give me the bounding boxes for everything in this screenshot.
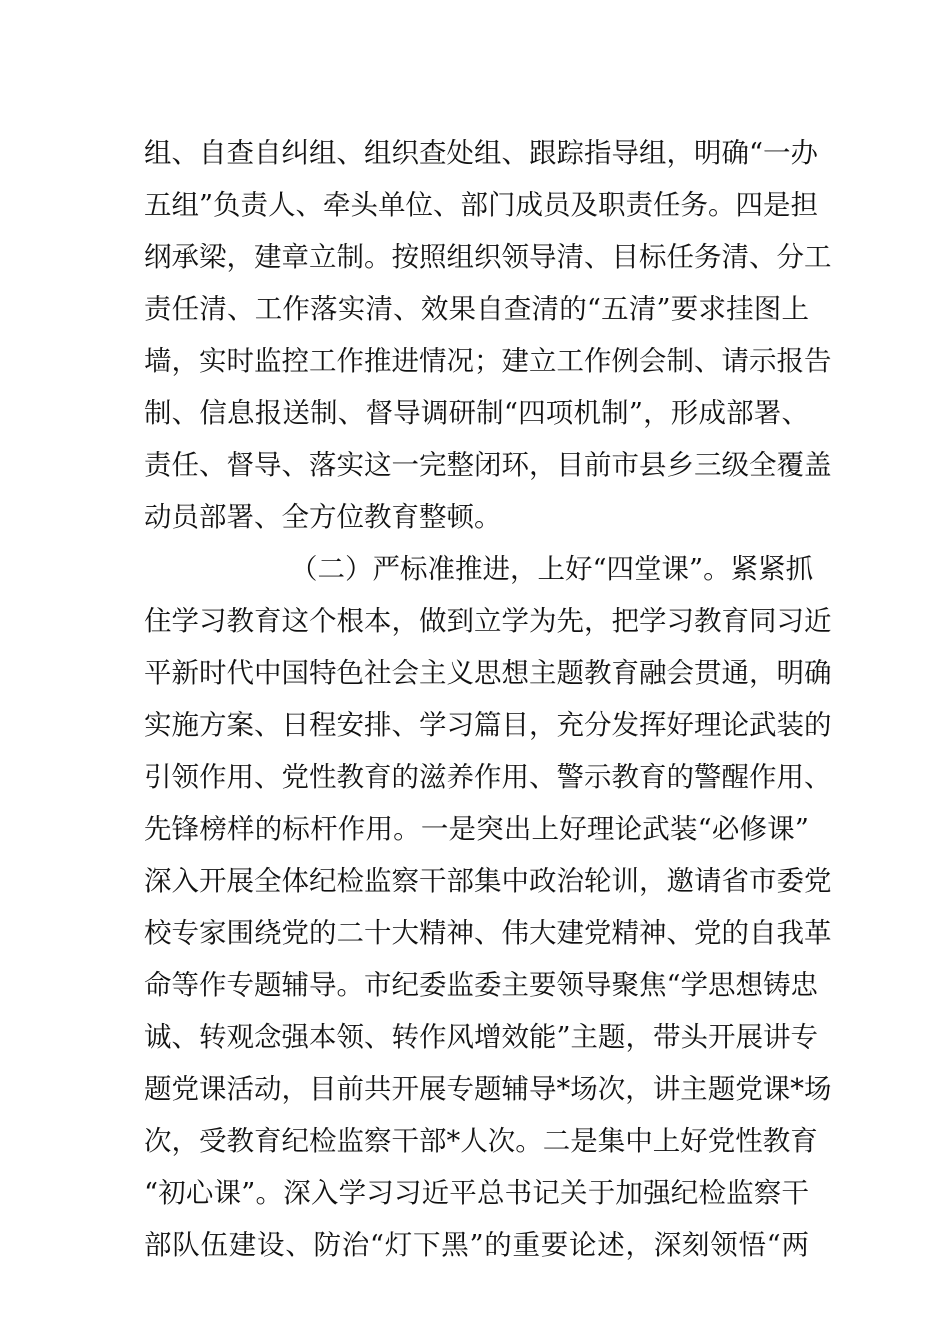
text-line: 责任、督导、落实这一完整闭环，目前市县乡三级全覆盖 (144, 449, 832, 481)
text-line: 部队伍建设、防治“灯下黑”的重要论述，深刻领悟“两 (144, 1229, 809, 1261)
section-heading-line: （二）严标准推进，上好“四堂课”。紧紧抓 (290, 553, 814, 585)
text-line: 五组”负责人、牵头单位、部门成员及职责任务。四是担 (144, 189, 819, 221)
text-line: 组、自查自纠组、组织查处组、跟踪指导组，明确“一办 (144, 137, 819, 169)
text-line: 校专家围绕党的二十大精神、伟大建党精神、党的自我革 (144, 917, 832, 949)
text-line: 引领作用、党性教育的滋养作用、警示教育的警醒作用、 (144, 761, 832, 793)
text-line: 住学习教育这个根本，做到立学为先，把学习教育同习近 (144, 605, 832, 637)
text-line: 纲承梁，建章立制。按照组织领导清、目标任务清、分工 (144, 241, 832, 273)
text-line: 先锋榜样的标杆作用。一是突出上好理论武装“必修课” (144, 813, 809, 845)
text-line: 实施方案、日程安排、学习篇目，充分发挥好理论武装的 (144, 709, 832, 741)
text-line: 平新时代中国特色社会主义思想主题教育融会贯通，明确 (144, 657, 832, 689)
text-line: 动员部署、全方位教育整顿。 (144, 501, 502, 533)
text-line: 深入开展全体纪检监察干部集中政治轮训，邀请省市委党 (144, 865, 832, 897)
text-line: 次，受教育纪检监察干部*人次。二是集中上好党性教育 (144, 1125, 818, 1157)
text-line: 墙，实时监控工作推进情况；建立工作例会制、请示报告 (144, 345, 832, 377)
text-line: 题党课活动，目前共开展专题辅导*场次，讲主题党课*场 (144, 1073, 832, 1105)
text-line: 命等作专题辅导。市纪委监委主要领导聚焦“学思想铸忠 (144, 969, 819, 1001)
text-line: 诚、转观念强本领、转作风增效能”主题，带头开展讲专 (144, 1021, 819, 1053)
text-line: 责任清、工作落实清、效果自查清的“五清”要求挂图上 (144, 293, 809, 325)
text-line: 制、信息报送制、督导调研制“四项机制”，形成部署、 (144, 397, 809, 429)
text-line: “初心课”。深入学习习近平总书记关于加强纪检监察干 (144, 1177, 809, 1209)
